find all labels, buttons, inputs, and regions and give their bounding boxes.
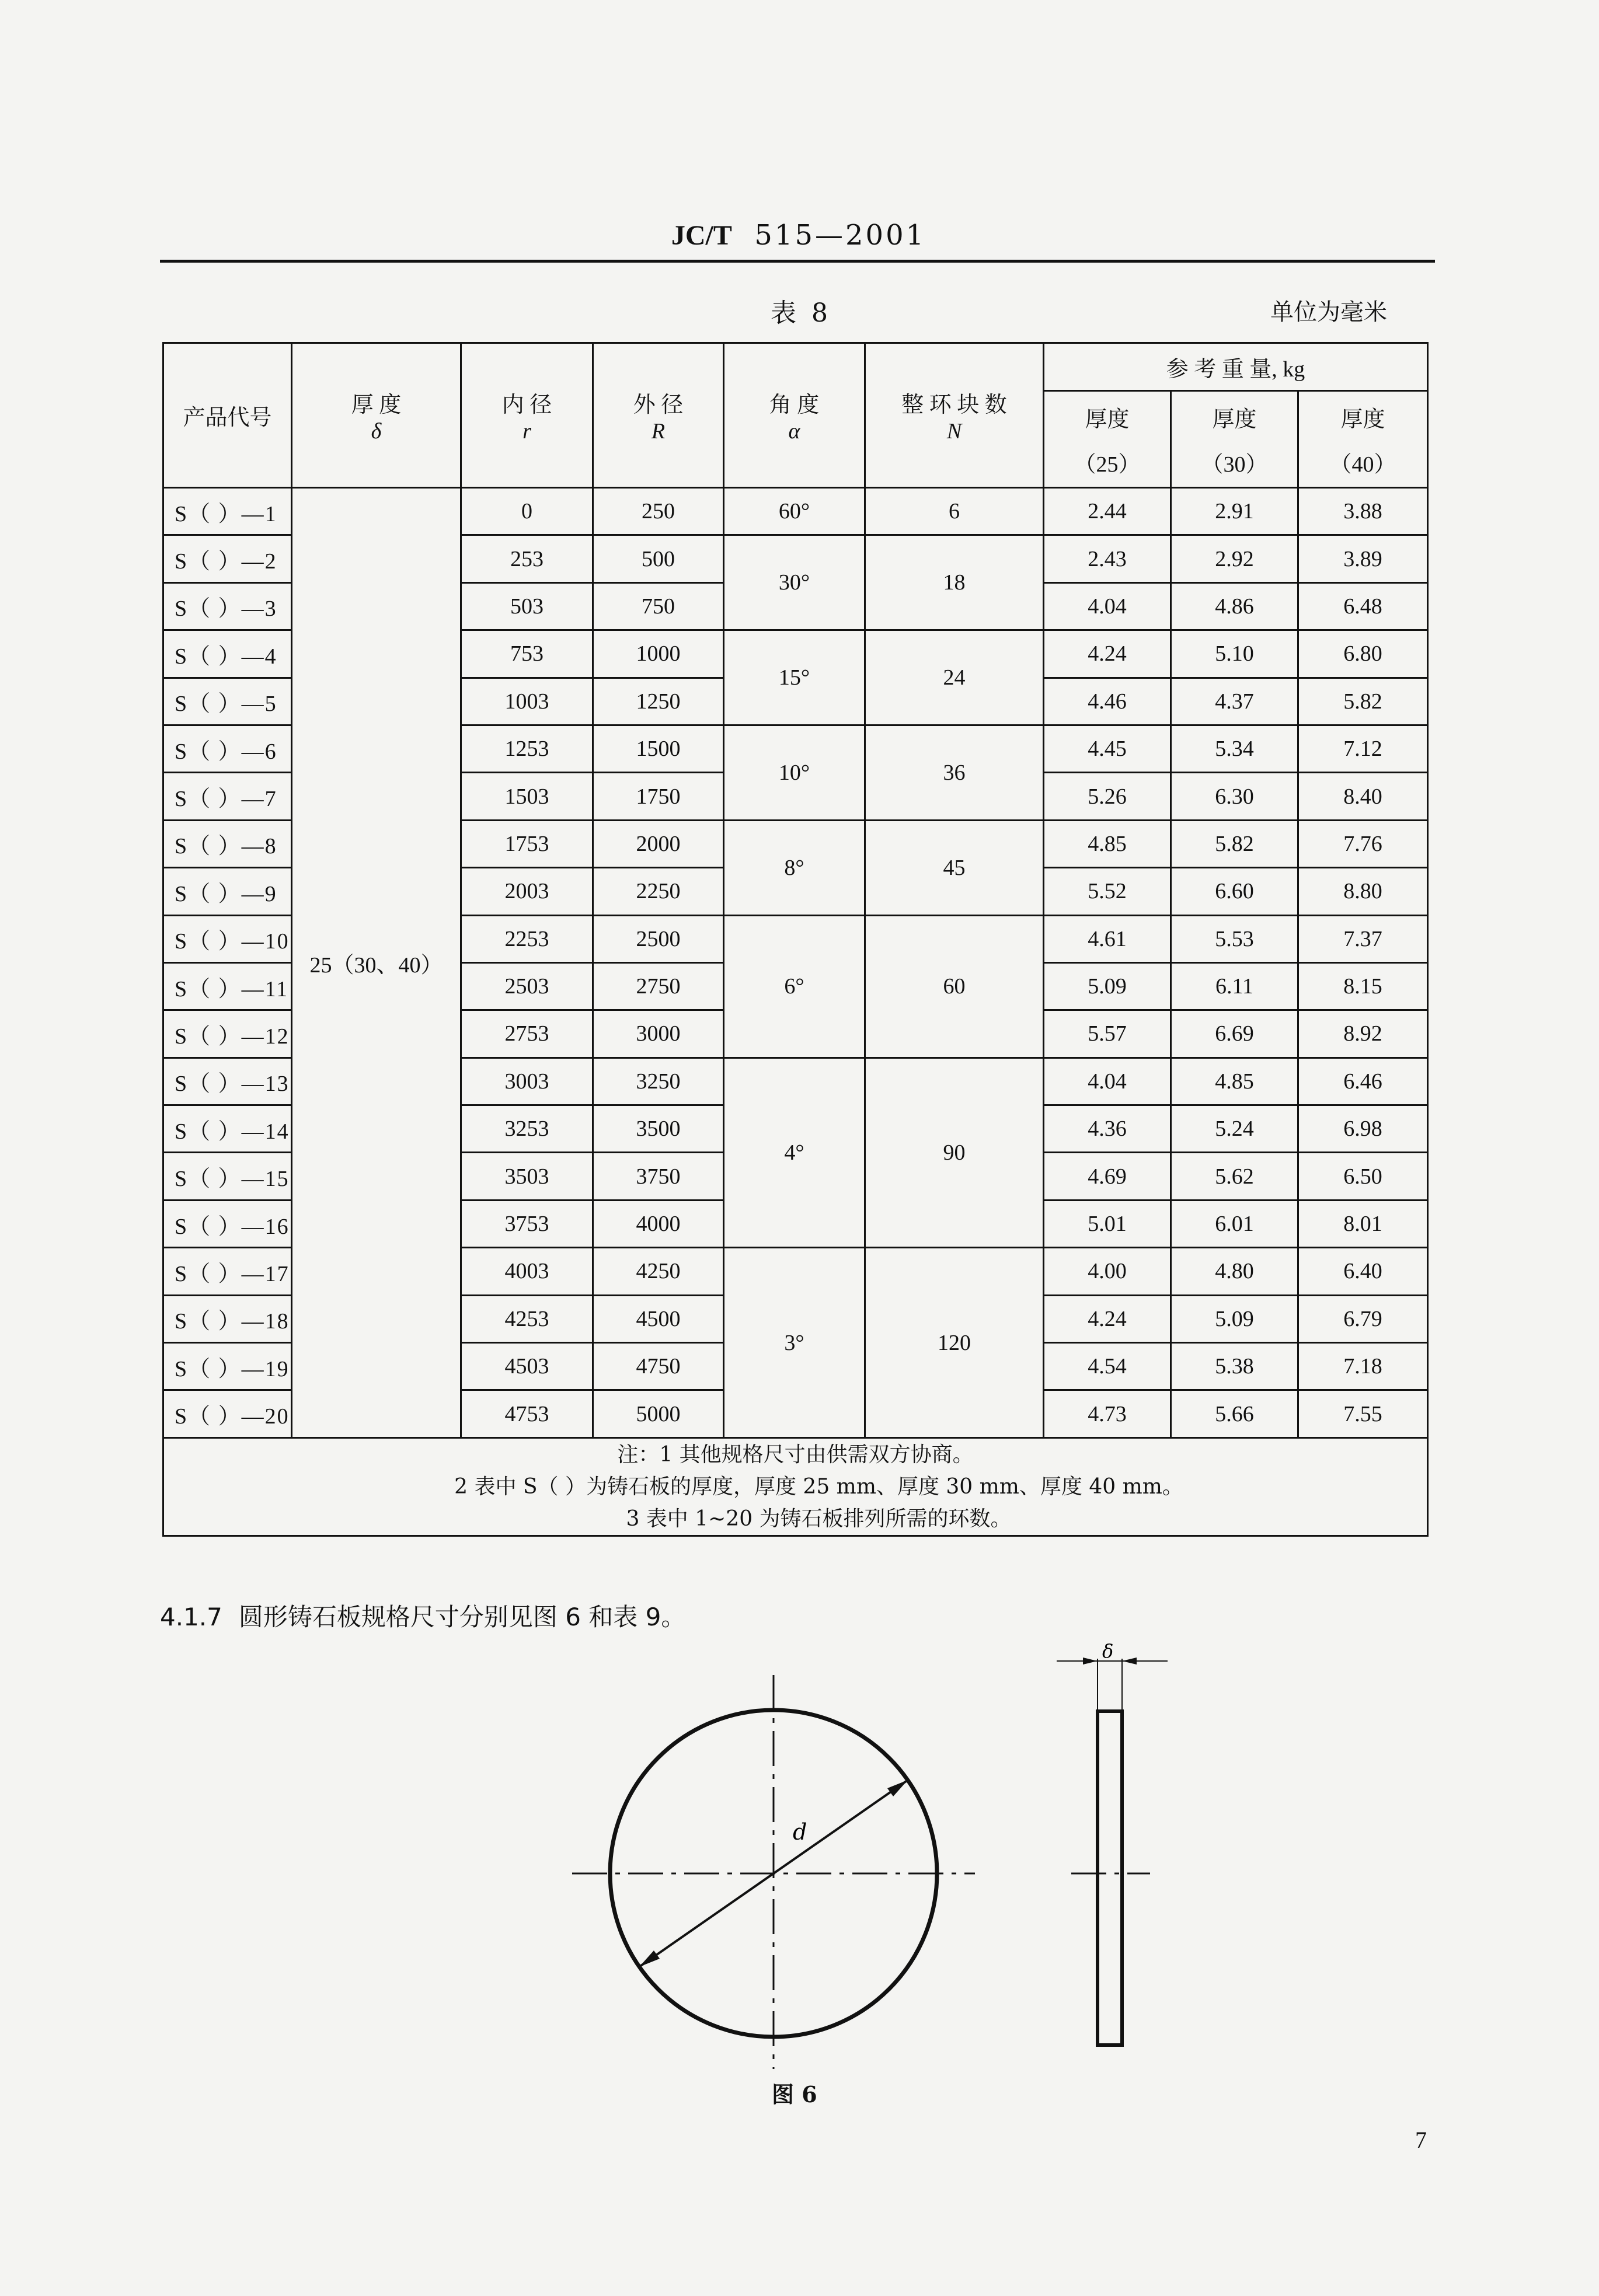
outer-radius-cell: 4750 bbox=[593, 1343, 724, 1390]
weight-30-cell: 6.11 bbox=[1171, 962, 1298, 1010]
weight-25-cell: 4.61 bbox=[1044, 915, 1171, 962]
weight-25-cell: 5.26 bbox=[1044, 773, 1171, 820]
dim-arrow-right bbox=[1122, 1658, 1137, 1665]
weight-25-cell: 4.85 bbox=[1044, 820, 1171, 867]
product-code-cell: S（ ）—5 bbox=[163, 678, 292, 725]
thickness-symbol: δ bbox=[1102, 1640, 1114, 1662]
product-code-cell: S（ ）—17 bbox=[163, 1248, 292, 1295]
plate-side-view bbox=[1098, 1711, 1122, 2045]
weight-30-cell: 5.53 bbox=[1171, 915, 1298, 962]
inner-radius-cell: 3253 bbox=[461, 1105, 593, 1153]
weight-30-cell: 6.60 bbox=[1171, 868, 1298, 915]
product-code-cell: S（ ）—4 bbox=[163, 630, 292, 678]
weight-40-cell: 7.12 bbox=[1298, 725, 1428, 772]
weight-40-cell: 8.40 bbox=[1298, 773, 1428, 820]
product-code-cell: S（ ）—11 bbox=[163, 962, 292, 1010]
outer-radius-cell: 2750 bbox=[593, 962, 724, 1010]
weight-40-cell: 8.92 bbox=[1298, 1010, 1428, 1058]
weight-40-cell: 7.37 bbox=[1298, 915, 1428, 962]
weight-30-cell: 4.37 bbox=[1171, 678, 1298, 725]
weight-30-cell: 6.01 bbox=[1171, 1200, 1298, 1247]
weight-40-cell: 5.82 bbox=[1298, 678, 1428, 725]
weight-30-cell: 4.85 bbox=[1171, 1058, 1298, 1105]
weight-30-cell: 5.34 bbox=[1171, 725, 1298, 772]
product-code-cell: S（ ）—12 bbox=[163, 1010, 292, 1058]
inner-radius-cell: 253 bbox=[461, 535, 593, 582]
weight-25-cell: 4.00 bbox=[1044, 1248, 1171, 1295]
col-header-angle: 角 度 α bbox=[724, 343, 865, 488]
diameter-arrow-lower bbox=[639, 1950, 660, 1967]
section-4-1-7 bbox=[160, 1598, 685, 1633]
weight-30-cell: 6.69 bbox=[1171, 1010, 1298, 1058]
weight-25-cell: 2.44 bbox=[1044, 488, 1171, 535]
inner-radius-cell: 503 bbox=[461, 582, 593, 630]
product-code-cell: S（ ）—3 bbox=[163, 582, 292, 630]
weight-30-cell: 6.30 bbox=[1171, 773, 1298, 820]
spec-table-body bbox=[163, 488, 1428, 1438]
product-code-cell: S（ ）—6 bbox=[163, 725, 292, 772]
ring-count-cell: 18 bbox=[865, 535, 1044, 630]
diameter-symbol: d bbox=[793, 1819, 807, 1845]
weight-25-cell: 2.43 bbox=[1044, 535, 1171, 582]
col-header-weight: 参 考 重 量, kg bbox=[1044, 343, 1428, 391]
weight-30-cell: 5.82 bbox=[1171, 820, 1298, 867]
diameter-arrow-upper bbox=[887, 1780, 908, 1796]
ring-count-cell: 60 bbox=[865, 915, 1044, 1058]
inner-radius-cell: 2253 bbox=[461, 915, 593, 962]
weight-40-cell: 7.18 bbox=[1298, 1343, 1428, 1390]
weight-40-cell: 8.01 bbox=[1298, 1200, 1428, 1247]
table-unit: 单位为毫米 bbox=[1270, 299, 1387, 326]
weight-40-cell: 3.89 bbox=[1298, 535, 1428, 582]
standard-number: 515—2001 bbox=[754, 219, 926, 252]
outer-radius-cell: 4500 bbox=[593, 1295, 724, 1342]
inner-radius-cell: 1253 bbox=[461, 725, 593, 772]
weight-25-cell: 4.46 bbox=[1044, 678, 1171, 725]
col-header-count: 整 环 块 数 N bbox=[865, 343, 1044, 488]
angle-cell: 8° bbox=[724, 820, 865, 915]
inner-radius-cell: 2753 bbox=[461, 1010, 593, 1058]
table-notes bbox=[163, 1437, 1428, 1536]
note-1: 注：1 其他规格尺寸由供需双方协商。 bbox=[617, 1442, 974, 1467]
inner-radius-cell: 0 bbox=[461, 488, 593, 535]
outer-radius-cell: 4250 bbox=[593, 1248, 724, 1295]
outer-radius-cell: 1000 bbox=[593, 630, 724, 678]
ring-count-cell: 24 bbox=[865, 630, 1044, 725]
spec-table-wrapper bbox=[162, 342, 1427, 1537]
weight-40-cell: 3.88 bbox=[1298, 488, 1428, 535]
inner-radius-cell: 4503 bbox=[461, 1343, 593, 1390]
weight-30-cell: 2.91 bbox=[1171, 488, 1298, 535]
weight-25-cell: 4.69 bbox=[1044, 1153, 1171, 1200]
figure-6-drawing bbox=[549, 1640, 1191, 2066]
outer-radius-cell: 3250 bbox=[593, 1058, 724, 1105]
col-header-thickness: 厚 度 δ bbox=[292, 343, 461, 488]
product-code-cell: S（ ）—15 bbox=[163, 1153, 292, 1200]
outer-radius-cell: 2250 bbox=[593, 868, 724, 915]
note-2: 2 表中 S（ ）为铸石板的厚度，厚度 25 mm、厚度 30 mm、厚度 40 mm。 bbox=[454, 1474, 1183, 1499]
inner-radius-cell: 3003 bbox=[461, 1058, 593, 1105]
inner-radius-cell: 3503 bbox=[461, 1153, 593, 1200]
col-header-code: 产品代号 bbox=[163, 343, 292, 488]
inner-radius-cell: 2503 bbox=[461, 962, 593, 1010]
section-text: 圆形铸石板规格尺寸分别见图 6 和表 9。 bbox=[238, 1603, 686, 1631]
weight-25-cell: 4.24 bbox=[1044, 630, 1171, 678]
weight-40-cell: 6.48 bbox=[1298, 582, 1428, 630]
outer-radius-cell: 1500 bbox=[593, 725, 724, 772]
inner-radius-cell: 1753 bbox=[461, 820, 593, 867]
weight-25-cell: 4.54 bbox=[1044, 1343, 1171, 1390]
weight-40-cell: 7.76 bbox=[1298, 820, 1428, 867]
ring-count-cell: 90 bbox=[865, 1058, 1044, 1248]
weight-25-cell: 4.73 bbox=[1044, 1390, 1171, 1437]
weight-25-cell: 4.24 bbox=[1044, 1295, 1171, 1342]
col-header-w25: 厚度 （25） bbox=[1044, 391, 1171, 488]
product-code-cell: S（ ）—20 bbox=[163, 1390, 292, 1437]
section-number: 4.1.7 bbox=[160, 1603, 222, 1631]
angle-cell: 4° bbox=[724, 1058, 865, 1248]
angle-cell: 10° bbox=[724, 725, 865, 820]
outer-radius-cell: 500 bbox=[593, 535, 724, 582]
weight-40-cell: 6.40 bbox=[1298, 1248, 1428, 1295]
weight-30-cell: 5.10 bbox=[1171, 630, 1298, 678]
ring-count-cell: 36 bbox=[865, 725, 1044, 820]
inner-radius-cell: 1503 bbox=[461, 773, 593, 820]
inner-radius-cell: 2003 bbox=[461, 868, 593, 915]
standard-code: JC/T bbox=[671, 220, 732, 251]
weight-30-cell: 5.66 bbox=[1171, 1390, 1298, 1437]
weight-25-cell: 4.45 bbox=[1044, 725, 1171, 772]
table-caption: 表 8 bbox=[771, 298, 831, 328]
outer-radius-cell: 3500 bbox=[593, 1105, 724, 1153]
note-3: 3 表中 1~20 为铸石板排列所需的环数。 bbox=[626, 1506, 1012, 1531]
inner-radius-cell: 3753 bbox=[461, 1200, 593, 1247]
weight-40-cell: 6.50 bbox=[1298, 1153, 1428, 1200]
product-code-cell: S（ ）—14 bbox=[163, 1105, 292, 1153]
page-number: 7 bbox=[1415, 2127, 1427, 2153]
ring-count-cell: 6 bbox=[865, 488, 1044, 535]
page-header bbox=[162, 219, 1435, 252]
weight-30-cell: 5.09 bbox=[1171, 1295, 1298, 1342]
figure-label: 图 6 bbox=[772, 2081, 817, 2107]
ring-count-cell: 120 bbox=[865, 1248, 1044, 1438]
product-code-cell: S（ ）—13 bbox=[163, 1058, 292, 1105]
weight-25-cell: 5.57 bbox=[1044, 1010, 1171, 1058]
angle-cell: 3° bbox=[724, 1248, 865, 1438]
weight-40-cell: 6.80 bbox=[1298, 630, 1428, 678]
weight-30-cell: 5.24 bbox=[1171, 1105, 1298, 1153]
outer-radius-cell: 4000 bbox=[593, 1200, 724, 1247]
inner-radius-cell: 4003 bbox=[461, 1248, 593, 1295]
inner-radius-cell: 4253 bbox=[461, 1295, 593, 1342]
col-header-inner: 内 径 r bbox=[461, 343, 593, 488]
outer-radius-cell: 750 bbox=[593, 582, 724, 630]
thickness-cell: 25（30、40） bbox=[292, 488, 461, 1438]
weight-30-cell: 5.62 bbox=[1171, 1153, 1298, 1200]
product-code-cell: S（ ）—16 bbox=[163, 1200, 292, 1247]
outer-radius-cell: 3750 bbox=[593, 1153, 724, 1200]
product-code-cell: S（ ）—1 bbox=[163, 488, 292, 535]
outer-radius-cell: 2500 bbox=[593, 915, 724, 962]
product-code-cell: S（ ）—10 bbox=[163, 915, 292, 962]
angle-cell: 15° bbox=[724, 630, 865, 725]
outer-radius-cell: 1250 bbox=[593, 678, 724, 725]
weight-40-cell: 7.55 bbox=[1298, 1390, 1428, 1437]
spec-table bbox=[162, 342, 1429, 1537]
weight-25-cell: 4.36 bbox=[1044, 1105, 1171, 1153]
outer-radius-cell: 3000 bbox=[593, 1010, 724, 1058]
product-code-cell: S（ ）—7 bbox=[163, 773, 292, 820]
inner-radius-cell: 4753 bbox=[461, 1390, 593, 1437]
inner-radius-cell: 753 bbox=[461, 630, 593, 678]
product-code-cell: S（ ）—18 bbox=[163, 1295, 292, 1342]
weight-25-cell: 4.04 bbox=[1044, 582, 1171, 630]
weight-25-cell: 5.01 bbox=[1044, 1200, 1171, 1247]
angle-cell: 60° bbox=[724, 488, 865, 535]
outer-radius-cell: 2000 bbox=[593, 820, 724, 867]
weight-30-cell: 2.92 bbox=[1171, 535, 1298, 582]
weight-25-cell: 4.04 bbox=[1044, 1058, 1171, 1105]
weight-40-cell: 6.98 bbox=[1298, 1105, 1428, 1153]
product-code-cell: S（ ）—8 bbox=[163, 820, 292, 867]
outer-radius-cell: 1750 bbox=[593, 773, 724, 820]
product-code-cell: S（ ）—9 bbox=[163, 868, 292, 915]
weight-25-cell: 5.09 bbox=[1044, 962, 1171, 1010]
outer-radius-cell: 250 bbox=[593, 488, 724, 535]
angle-cell: 6° bbox=[724, 915, 865, 1058]
table-row bbox=[163, 488, 1428, 535]
angle-cell: 30° bbox=[724, 535, 865, 630]
weight-40-cell: 6.46 bbox=[1298, 1058, 1428, 1105]
weight-30-cell: 4.86 bbox=[1171, 582, 1298, 630]
weight-25-cell: 5.52 bbox=[1044, 868, 1171, 915]
header-rule bbox=[160, 260, 1435, 263]
col-header-outer: 外 径 R bbox=[593, 343, 724, 488]
ring-count-cell: 45 bbox=[865, 820, 1044, 915]
weight-40-cell: 6.79 bbox=[1298, 1295, 1428, 1342]
weight-40-cell: 8.15 bbox=[1298, 962, 1428, 1010]
product-code-cell: S（ ）—2 bbox=[163, 535, 292, 582]
dim-arrow-left bbox=[1083, 1658, 1098, 1665]
col-header-w40: 厚度 （40） bbox=[1298, 391, 1428, 488]
product-code-cell: S（ ）—19 bbox=[163, 1343, 292, 1390]
weight-30-cell: 4.80 bbox=[1171, 1248, 1298, 1295]
weight-40-cell: 8.80 bbox=[1298, 868, 1428, 915]
outer-radius-cell: 5000 bbox=[593, 1390, 724, 1437]
inner-radius-cell: 1003 bbox=[461, 678, 593, 725]
weight-30-cell: 5.38 bbox=[1171, 1343, 1298, 1390]
col-header-w30: 厚度 （30） bbox=[1171, 391, 1298, 488]
